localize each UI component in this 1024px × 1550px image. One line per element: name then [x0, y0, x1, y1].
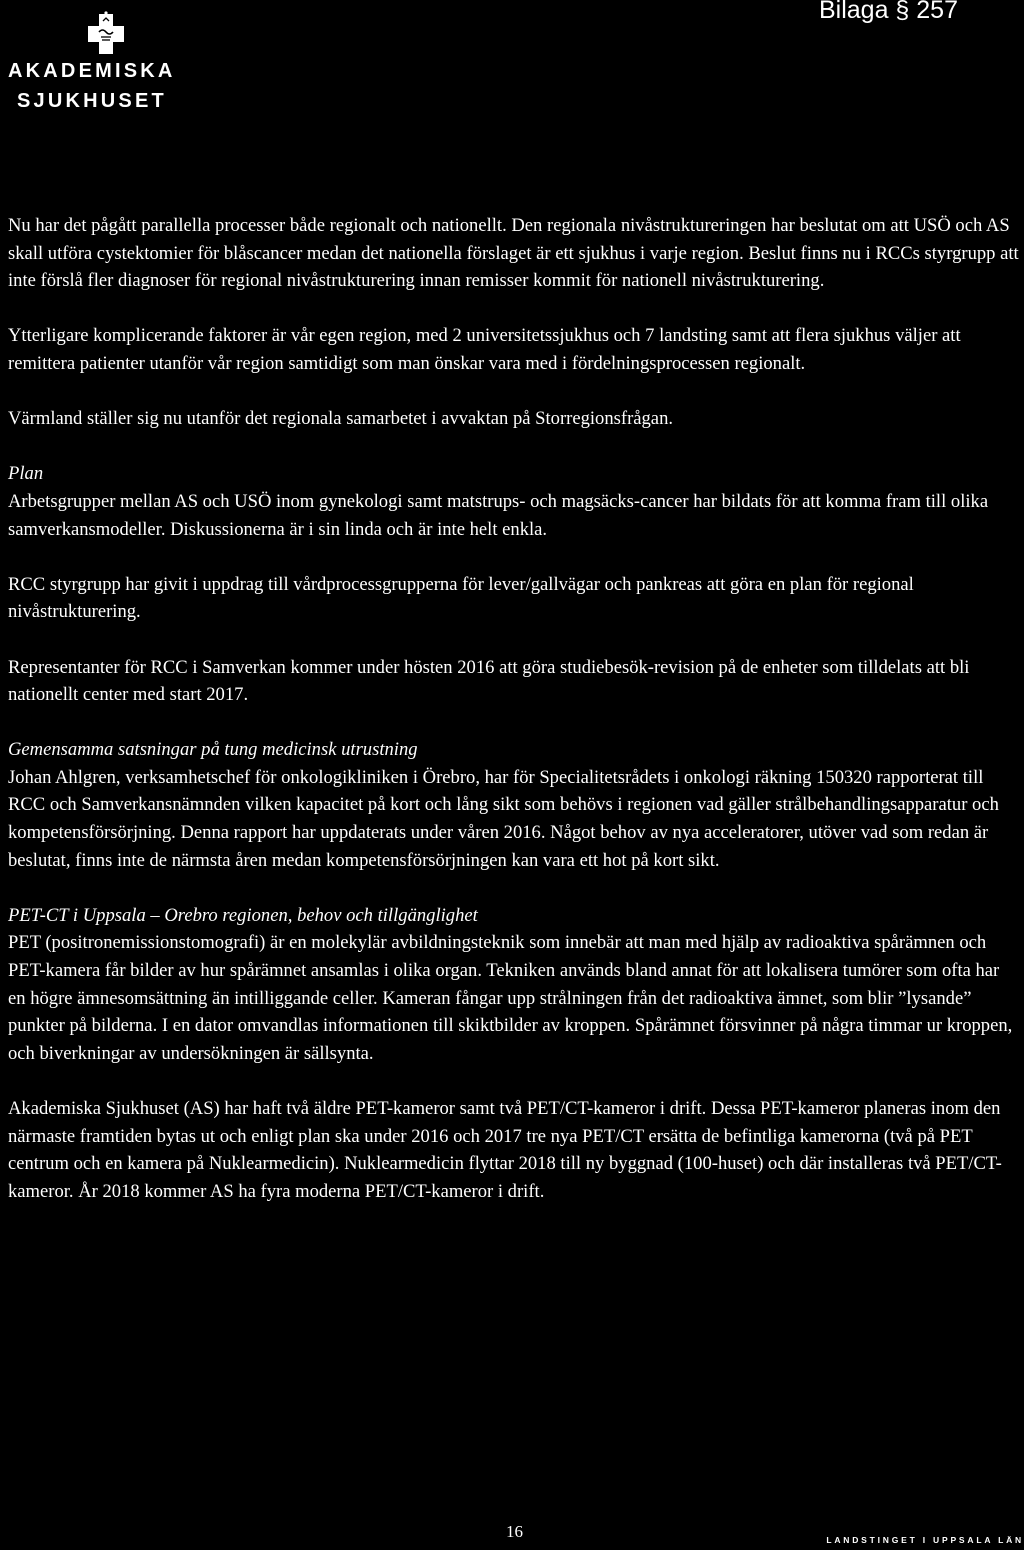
paragraph-varmland: Värmland ställer sig nu utanför det regionala samarbetet i avvaktan på Storregionsfrågan. — [8, 408, 674, 430]
attachment-label: Bilaga § 257 — [818, 0, 958, 24]
paragraph-pet-cameras: Akademiska Sjukhuset (AS) har haft två äldre PET-kameror samt två PET/CT-kameror i drift. Dessa PET-kameror planeras inom den närmaste framtiden bytas ut och enligt plan ska under 2016 och 2017 tre nya PET/CT ersätta de befintliga kamerorna (två på PET centrum och en kamera på Nuklearmedicin). Nuklearmedicin flyttar 2018 till ny byggnad (100-huset) och där installeras två PET/CT-kameror. År 2018 kommer AS ha fyra moderna PET/CT-kameror i drift. — [8, 1098, 1002, 1202]
paragraph-pet-description: PET (positronemissionstomografi) är en molekylär avbildningsteknik som innebär att man med hjälp av radioaktiva spårämnen och PET-kamera får bilder av hur spårämnet ansamlas i olika organ. Tekniken används bland annat för att lokalisera tumörer som ofta har en högre ämnesomsättning än intilliggande celler. Kameran fångar upp strålningen från det radioaktiva ämnet, som blir ”lysande” punkter på bilderna. I en dator omvandlas informationen till skiktbilder av kroppen. Spårämnet försvinner på några timmar ur kroppen, och biverkningar av undersökningen är sällsynta. — [8, 932, 1013, 1064]
heading-equipment: Gemensamma satsningar på tung medicinsk utrustning — [8, 739, 418, 761]
document-body — [8, 212, 1020, 1233]
heading-pet-ct: PET-CT i Uppsala – Orebro regionen, behov och tillgänglighet — [8, 904, 478, 926]
page-number: 16 — [506, 1522, 523, 1541]
heading-plan: Plan — [8, 463, 44, 485]
logo-text-line2: SJUKHUSET — [17, 90, 167, 112]
section-plan — [8, 460, 1020, 543]
paragraph-rcc-assignment: RCC styrgrupp har givit i uppdrag till vårdprocessgrupperna för lever/gallvägar och pankreas att göra en plan för regional nivåstrukturering. — [8, 573, 914, 623]
paragraph-complicating-factors: Ytterligare komplicerande faktorer är vår egen region, med 2 universitetssjukhus och 7 landsting samt att flera sjukhus väljer att remittera patienter utanför vår region samtidigt som man önskar vara med i fördelningsprocessen regionalt. — [8, 325, 961, 374]
footer-brand: LANDSTINGET I UPPSALA LÄN — [826, 1535, 1024, 1545]
paragraph-radiotherapy-capacity: Johan Ahlgren, verksamhetschef för onkologikliniken i Örebro, har för Specialitetsrådets i onkologi räkning 150320 rapporterat till RCC och Samverkansnämnden vilken kapacitet på kort och lång sikt som behövs i regionen vad gäller strålbehandlingsapparatur och kompetensförsörjning. Denna rapport har uppdaterats under våren 2016. Något behov av nya acceleratorer, utöver vad som redan är beslutat, finns inte de närmsta åren medan kompetensförsörjningen kan vara ett hot på kort sikt. — [8, 766, 999, 871]
paragraph-rcc-representatives: Representanter för RCC i Samverkan kommer under hösten 2016 att göra studiebesök-revision på de enheter som tilldelats att bli nationellt center med start 2017. — [8, 656, 970, 706]
paragraph-processes: Nu har det pågått parallella processer både regionalt och nationellt. Den regionala nivåstruktureringen har beslutat om att USÖ och AS skall utföra cystektomier för blåscancer medan det nationella förslaget är ett sjukhus i varje region. Beslut finns nu i RCCs styrgrupp att inte förslå fler diagnoser för regional nivåstrukturering innan remisser kommit för nationell nivåstrukturering. — [8, 215, 1019, 292]
logo-text-line1: AKADEMISKA — [8, 60, 176, 82]
paragraph-working-groups: Arbetsgrupper mellan AS och USÖ inom gynekologi samt matstrups- och magsäcks-cancer har bildats för att komma fram till olika samverkansmodeller. Diskussionerna är i sin linda och är inte helt enkla. — [8, 490, 989, 540]
hospital-cross-icon — [86, 10, 126, 58]
section-equipment — [8, 736, 1020, 874]
section-pet-ct — [8, 902, 1020, 1068]
